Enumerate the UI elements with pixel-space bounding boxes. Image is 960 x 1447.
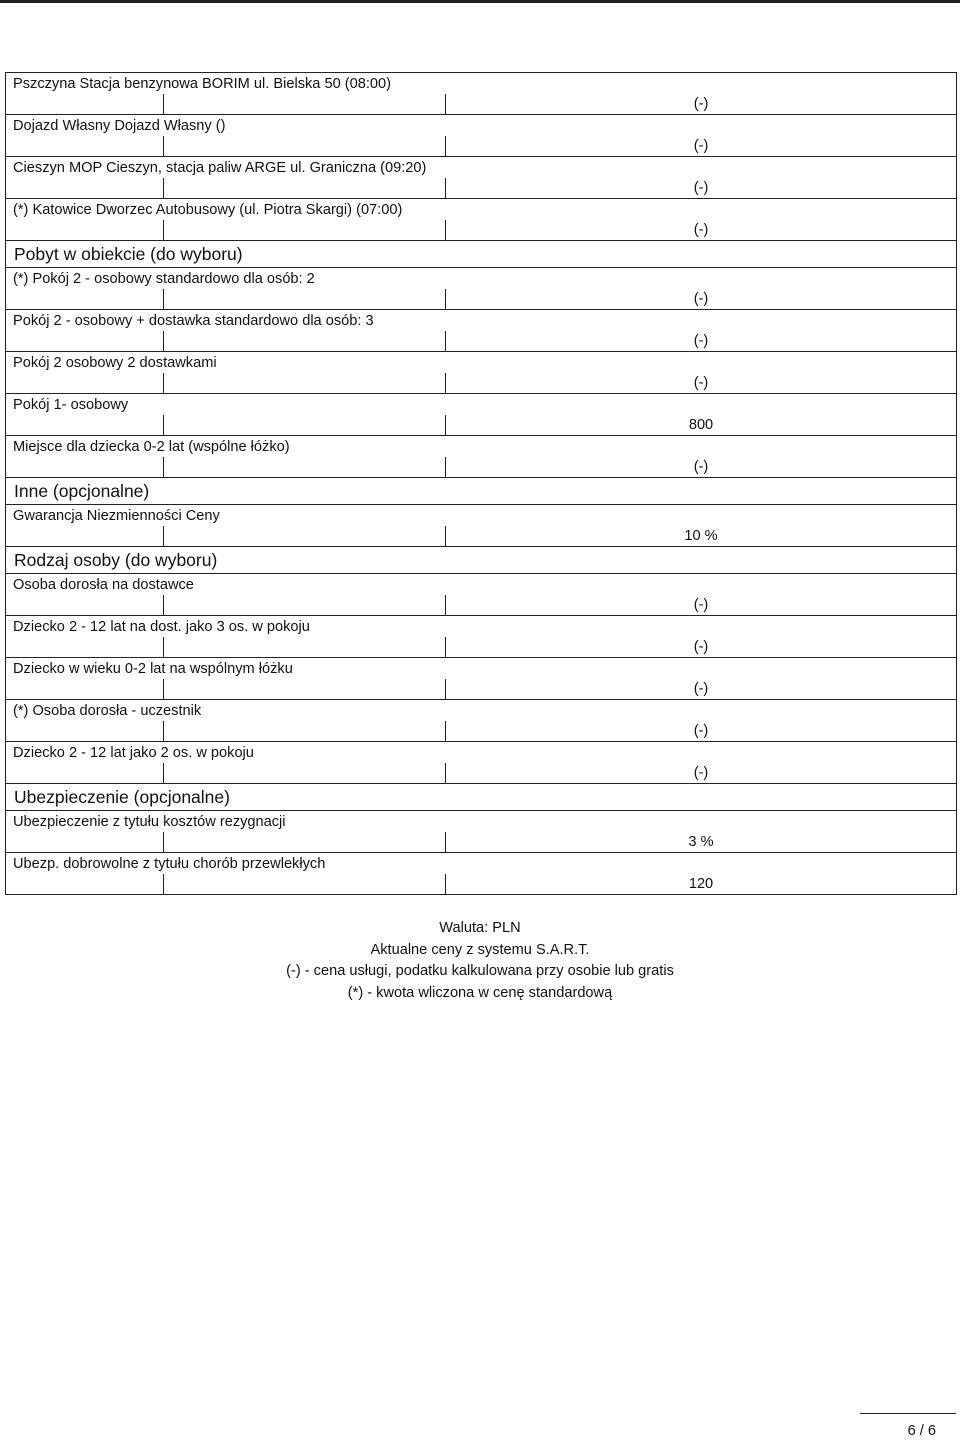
item-price: (-) xyxy=(446,373,957,394)
item-name: Pokój 2 osobowy 2 dostawkami xyxy=(6,352,957,374)
blank-cell xyxy=(164,679,446,700)
item-price: (-) xyxy=(446,721,957,742)
price-row xyxy=(6,832,957,853)
footer-notes xyxy=(0,918,960,1004)
page-number: 6 / 6 xyxy=(860,1413,956,1447)
item-name: Miejsce dla dziecka 0-2 lat (wspólne łóżko) xyxy=(6,436,957,458)
blank-cell xyxy=(6,595,164,616)
table-row xyxy=(6,700,957,722)
blank-cell xyxy=(164,526,446,547)
blank-cell xyxy=(6,526,164,547)
table-row xyxy=(6,658,957,680)
item-price: (-) xyxy=(446,220,957,241)
source-note: Aktualne ceny z systemu S.A.R.T. xyxy=(370,941,590,958)
item-price: (-) xyxy=(446,94,957,115)
blank-cell xyxy=(164,763,446,784)
blank-cell xyxy=(6,220,164,241)
blank-cell xyxy=(6,721,164,742)
section-heading-row xyxy=(6,547,957,574)
blank-cell xyxy=(6,178,164,199)
blank-cell xyxy=(6,679,164,700)
item-price: (-) xyxy=(446,178,957,199)
item-name: Dziecko w wieku 0-2 lat na wspólnym łóżku xyxy=(6,658,957,680)
blank-cell xyxy=(164,94,446,115)
currency-note: Waluta: PLN xyxy=(439,920,521,936)
item-price: (-) xyxy=(446,763,957,784)
legend-star-note: (*) - kwota wliczona w cenę standardową xyxy=(347,984,613,1001)
section-heading-row xyxy=(6,784,957,811)
item-price: 800 xyxy=(446,415,957,436)
price-row xyxy=(6,595,957,616)
blank-cell xyxy=(6,457,164,478)
item-price: 120 xyxy=(446,874,957,895)
price-row xyxy=(6,721,957,742)
blank-cell xyxy=(6,289,164,310)
table-row xyxy=(6,616,957,638)
item-price: (-) xyxy=(446,331,957,352)
services-table xyxy=(5,240,957,895)
section-heading: Pobyt w obiekcie (do wyboru) xyxy=(6,241,957,268)
item-name: Ubezpieczenie z tytułu kosztów rezygnacji xyxy=(6,811,957,833)
table-row xyxy=(6,853,957,875)
price-row xyxy=(6,874,957,895)
blank-cell xyxy=(6,373,164,394)
table-row xyxy=(6,268,957,290)
blank-cell xyxy=(6,874,164,895)
blank-cell xyxy=(164,874,446,895)
price-row xyxy=(6,526,957,547)
blank-cell xyxy=(164,415,446,436)
price-row xyxy=(6,679,957,700)
section-heading: Ubezpieczenie (opcjonalne) xyxy=(6,784,957,811)
item-name: Pszczyna Stacja benzynowa BORIM ul. Bielska 50 (08:00) xyxy=(6,73,957,95)
transport-table xyxy=(5,72,957,241)
item-name: Dziecko 2 - 12 lat na dost. jako 3 os. w pokoju xyxy=(6,616,957,638)
price-row xyxy=(6,763,957,784)
item-price: (-) xyxy=(446,595,957,616)
price-row xyxy=(6,373,957,394)
price-row xyxy=(6,94,957,115)
blank-cell xyxy=(164,220,446,241)
item-name: Pokój 1- osobowy xyxy=(6,394,957,416)
section-heading: Rodzaj osoby (do wyboru) xyxy=(6,547,957,574)
blank-cell xyxy=(164,178,446,199)
blank-cell xyxy=(164,136,446,157)
item-price: (-) xyxy=(446,136,957,157)
item-name: Dziecko 2 - 12 lat jako 2 os. w pokoju xyxy=(6,742,957,764)
item-name: Ubezp. dobrowolne z tytułu chorób przewlekłych xyxy=(6,853,957,875)
table-row xyxy=(6,505,957,527)
blank-cell xyxy=(164,595,446,616)
table-row xyxy=(6,73,957,95)
item-price: 3 % xyxy=(446,832,957,853)
section-heading-row xyxy=(6,241,957,268)
item-name: Pokój 2 - osobowy + dostawka standardowo dla osób: 3 xyxy=(6,310,957,332)
blank-cell xyxy=(6,136,164,157)
table-row xyxy=(6,157,957,179)
legend-dash-note: (-) - cena usługi, podatku kalkulowana przy osobie lub gratis xyxy=(286,963,674,979)
blank-cell xyxy=(6,94,164,115)
item-name: Gwarancja Niezmienności Ceny xyxy=(6,505,957,527)
blank-cell xyxy=(164,331,446,352)
item-name: (*) Osoba dorosła - uczestnik xyxy=(6,700,957,722)
table-row xyxy=(6,436,957,458)
section-heading-row xyxy=(6,478,957,505)
blank-cell xyxy=(6,637,164,658)
blank-cell xyxy=(6,832,164,853)
blank-cell xyxy=(164,289,446,310)
item-name: Dojazd Własny Dojazd Własny () xyxy=(6,115,957,137)
price-row xyxy=(6,220,957,241)
price-row xyxy=(6,178,957,199)
item-name: Osoba dorosła na dostawce xyxy=(6,574,957,596)
table-row xyxy=(6,352,957,374)
table-row xyxy=(6,742,957,764)
table-row xyxy=(6,310,957,332)
blank-cell xyxy=(6,763,164,784)
blank-cell xyxy=(164,832,446,853)
item-price: (-) xyxy=(446,679,957,700)
table-row xyxy=(6,199,957,221)
section-heading: Inne (opcjonalne) xyxy=(6,478,957,505)
table-row xyxy=(6,574,957,596)
price-row xyxy=(6,289,957,310)
price-row xyxy=(6,415,957,436)
item-price: (-) xyxy=(446,457,957,478)
price-row xyxy=(6,136,957,157)
blank-cell xyxy=(164,457,446,478)
table-row xyxy=(6,811,957,833)
price-row xyxy=(6,331,957,352)
price-row xyxy=(6,457,957,478)
item-name: (*) Katowice Dworzec Autobusowy (ul. Piotra Skargi) (07:00) xyxy=(6,199,957,221)
table-row xyxy=(6,115,957,137)
blank-cell xyxy=(164,637,446,658)
price-row xyxy=(6,637,957,658)
item-price: 10 % xyxy=(446,526,957,547)
page-top-rule xyxy=(0,0,960,3)
blank-cell xyxy=(6,415,164,436)
item-price: (-) xyxy=(446,637,957,658)
item-name: (*) Pokój 2 - osobowy standardowo dla osób: 2 xyxy=(6,268,957,290)
table-row xyxy=(6,394,957,416)
blank-cell xyxy=(6,331,164,352)
blank-cell xyxy=(164,373,446,394)
item-price: (-) xyxy=(446,289,957,310)
item-name: Cieszyn MOP Cieszyn, stacja paliw ARGE ul. Graniczna (09:20) xyxy=(6,157,957,179)
blank-cell xyxy=(164,721,446,742)
